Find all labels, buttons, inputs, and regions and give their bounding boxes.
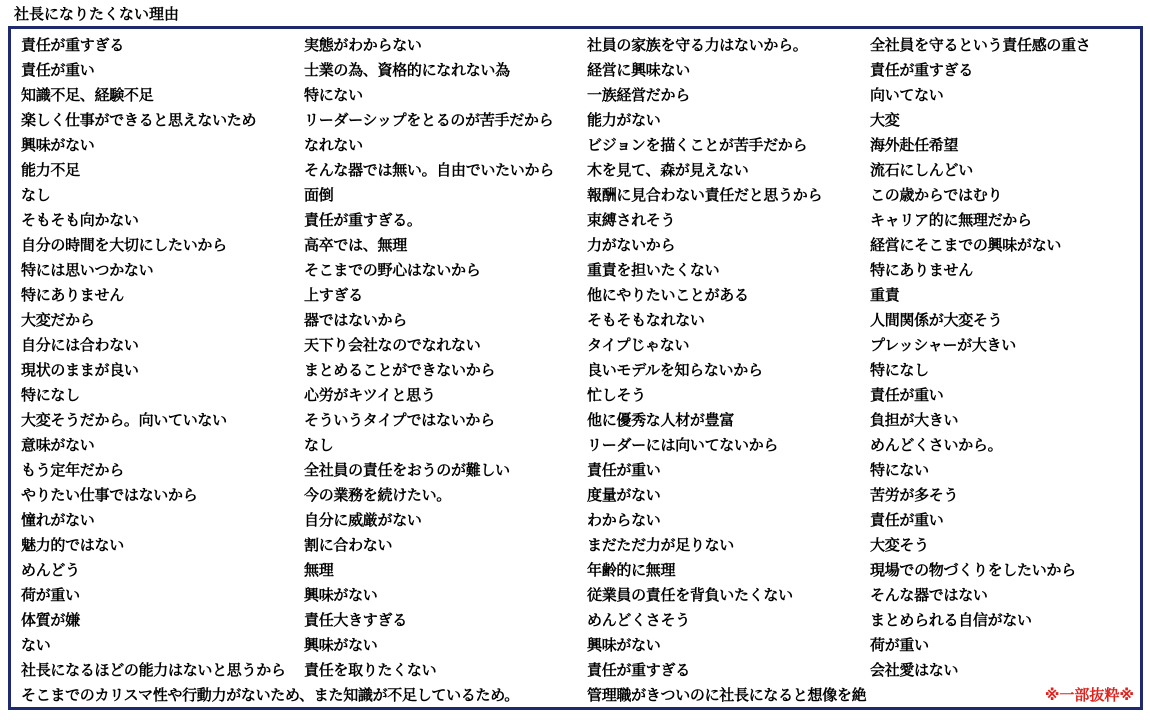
reason-cell: ビジョンを描くことが苦手だから	[587, 136, 808, 154]
table-row	[21, 683, 1141, 708]
reason-cell: 現場での物づくりをしたいから	[870, 561, 1076, 579]
reason-cell: 重責	[870, 286, 900, 304]
reason-cell: 良いモデルを知らないから	[587, 361, 763, 379]
reason-cell: 木を見て、森が見えない	[587, 161, 749, 179]
reason-cell: 楽しく仕事ができると思えないため	[21, 111, 257, 129]
reason-cell: 興味がない	[304, 586, 378, 604]
reason-cell: 器ではないから	[304, 311, 407, 329]
reason-cell: 荷が重い	[870, 636, 929, 654]
table-row	[21, 233, 1141, 258]
reason-cell: 責任が重すぎる。	[304, 211, 422, 229]
reason-cell: キャリア的に無理だから	[870, 211, 1032, 229]
reason-cell: 責任が重い	[870, 386, 944, 404]
reason-cell: 会社愛はない	[870, 661, 959, 679]
reason-cell: 今の業務を続けたい。	[304, 486, 452, 504]
table-row	[21, 408, 1141, 433]
table-row	[21, 333, 1141, 358]
reason-cell: 知識不足、経験不足	[21, 86, 154, 104]
reason-cell: 自分の時間を大切にしたいから	[21, 236, 227, 254]
reason-cell: まとめることができないから	[304, 361, 496, 379]
excerpt-note: ※一部抜粋※	[1044, 686, 1134, 704]
reason-cell: 他にやりたいことがある	[587, 286, 749, 304]
table-row	[21, 458, 1141, 483]
reason-cell: 面倒	[304, 186, 334, 204]
reason-cell: そういうタイプではないから	[304, 411, 495, 429]
table-row	[21, 83, 1141, 108]
reason-cell: プレッシャーが大きい	[870, 336, 1016, 354]
reason-cell: 特になし	[870, 361, 929, 379]
reason-cell: なし	[304, 436, 334, 454]
reason-cell: そもそもなれない	[587, 311, 705, 329]
reason-cell: 管理職がきついのに社長になると想像を絶	[587, 686, 867, 704]
table-row	[21, 33, 1141, 58]
table-row	[21, 283, 1141, 308]
reason-cell: 責任が重すぎる	[21, 36, 124, 54]
reason-cell: 責任が重い	[587, 461, 661, 479]
reason-cell: 社長になるほどの能力はないと思うから	[21, 661, 286, 679]
reason-cell: 報酬に見合わない責任だと思うから	[587, 186, 823, 204]
reason-cell: 重責を担いたくない	[587, 261, 720, 279]
reason-cell: 荷が重い	[21, 586, 80, 604]
reason-cell: もう定年だから	[21, 461, 124, 479]
reason-cell: そこまでの野心はないから	[304, 261, 481, 279]
reason-cell: 全社員の責任をおうのが難しい	[304, 461, 510, 479]
reason-cell: 流石にしんどい	[870, 161, 973, 179]
reason-cell: 従業員の責任を背負いたくない	[587, 586, 793, 604]
reason-cell: なし	[21, 186, 51, 204]
reason-cell: 経営にそこまでの興味がない	[870, 236, 1062, 254]
reason-cell: 忙しそう	[587, 386, 646, 404]
reason-cell: 束縛されそう	[587, 211, 676, 229]
table-row	[21, 158, 1141, 183]
reason-cell: 責任が重い	[21, 61, 95, 79]
reason-cell: 憧れがない	[21, 511, 95, 529]
reason-cell: この歳からではむり	[870, 186, 1003, 204]
table-row	[21, 58, 1141, 83]
reason-cell: 能力がない	[587, 111, 661, 129]
reason-cell: 天下り会社なのでなれない	[304, 336, 481, 354]
reason-cell: めんどう	[21, 561, 80, 579]
reason-cell: 特には思いつかない	[21, 261, 154, 279]
reason-cell: 大変そう	[870, 536, 929, 554]
reason-cell: 無理	[304, 561, 334, 579]
table-row	[21, 258, 1141, 283]
reason-cell: 社員の家族を守る力はないから。	[587, 36, 808, 54]
reason-cell: 上すぎる	[304, 286, 363, 304]
reason-cell: 力がないから	[587, 236, 676, 254]
reason-cell: そこまでのカリスマ性や行動力がないため、また知識が不足しているため。	[21, 686, 520, 704]
table-row	[21, 583, 1141, 608]
reason-cell: なれない	[304, 136, 363, 154]
reason-cell: 特にありません	[21, 286, 124, 304]
reason-cell: 向いてない	[870, 86, 944, 104]
reason-cell: そもそも向かない	[21, 211, 139, 229]
reason-cell: 他に優秀な人材が豊富	[587, 411, 735, 429]
reason-cell: 士業の為、資格的になれない為	[304, 61, 510, 79]
reason-cell: 一族経営だから	[587, 86, 690, 104]
table-row	[21, 533, 1141, 558]
reason-cell: 責任大きすぎる	[304, 611, 407, 629]
reason-cell: 興味がない	[304, 636, 378, 654]
reason-cell: まだただ力が足りない	[587, 536, 735, 554]
reason-cell: 苦労が多そう	[870, 486, 959, 504]
reason-cell: やりたい仕事ではないから	[21, 486, 198, 504]
reason-cell: そんな器では無い。自由でいたいから	[304, 161, 554, 179]
reason-cell: 自分には合わない	[21, 336, 139, 354]
reason-cell: 特にない	[304, 86, 363, 104]
reason-cell: 意味がない	[21, 436, 95, 454]
reason-cell: 大変そうだから。向いていない	[21, 411, 227, 429]
reason-cell: 負担が大きい	[870, 411, 959, 429]
reason-cell: 自分に威厳がない	[304, 511, 422, 529]
reason-cell: 責任が重すぎる	[870, 61, 973, 79]
reason-cell: 大変だから	[21, 311, 95, 329]
reasons-table-frame	[8, 26, 1143, 710]
table-row	[21, 308, 1141, 333]
reason-cell: そんな器ではない	[870, 586, 988, 604]
reason-cell: めんどくさいから。	[870, 436, 1003, 454]
table-row	[21, 108, 1141, 133]
reason-cell: 割に合わない	[304, 536, 393, 554]
reason-cell: 責任を取りたくない	[304, 661, 437, 679]
table-row	[21, 483, 1141, 508]
reason-cell: 心労がキツイと思う	[304, 386, 436, 404]
reason-cell: まとめられる自信がない	[870, 611, 1032, 629]
reason-cell: 特にない	[870, 461, 929, 479]
table-row	[21, 208, 1141, 233]
reason-cell: タイプじゃない	[587, 336, 690, 354]
reason-cell: 人間関係が大変そう	[870, 311, 1003, 329]
reason-cell: 興味がない	[587, 636, 661, 654]
reason-cell: 現状のままが良い	[21, 361, 139, 379]
reason-cell: 経営に興味ない	[587, 61, 690, 79]
reason-cell: 興味がない	[21, 136, 95, 154]
table-row	[21, 183, 1141, 208]
reason-cell: 特にありません	[870, 261, 973, 279]
table-row	[21, 658, 1141, 683]
table-row	[21, 358, 1141, 383]
table-row	[21, 133, 1141, 158]
reason-cell: 度量がない	[587, 486, 661, 504]
reason-cell: 特になし	[21, 386, 80, 404]
reason-cell: 大変	[870, 111, 900, 129]
table-row	[21, 608, 1141, 633]
reason-cell: ない	[21, 636, 51, 654]
page-title: 社長になりたくない理由	[14, 5, 180, 23]
table-row	[21, 383, 1141, 408]
reason-cell: 高卒では、無理	[304, 236, 407, 254]
table-row	[21, 508, 1141, 533]
table-row	[21, 433, 1141, 458]
reason-cell: 全社員を守るという責任感の重さ	[870, 36, 1091, 54]
reason-cell: 責任が重すぎる	[587, 661, 690, 679]
reason-cell: 責任が重い	[870, 511, 944, 529]
table-row	[21, 633, 1141, 658]
reason-cell: 魅力的ではない	[21, 536, 124, 554]
reason-cell: 体質が嫌	[21, 611, 80, 629]
reason-cell: 年齢的に無理	[587, 561, 676, 579]
reasons-grid	[21, 33, 1141, 683]
reason-cell: リーダーシップをとるのが苦手だから	[304, 111, 554, 129]
reason-cell: リーダーには向いてないから	[587, 436, 779, 454]
reason-cell: 能力不足	[21, 161, 80, 179]
reason-cell: 実態がわからない	[304, 36, 422, 54]
reason-cell: 海外赴任希望	[870, 136, 959, 154]
reason-cell: めんどくさそう	[587, 611, 690, 629]
reason-cell: わからない	[587, 511, 661, 529]
table-row	[21, 558, 1141, 583]
